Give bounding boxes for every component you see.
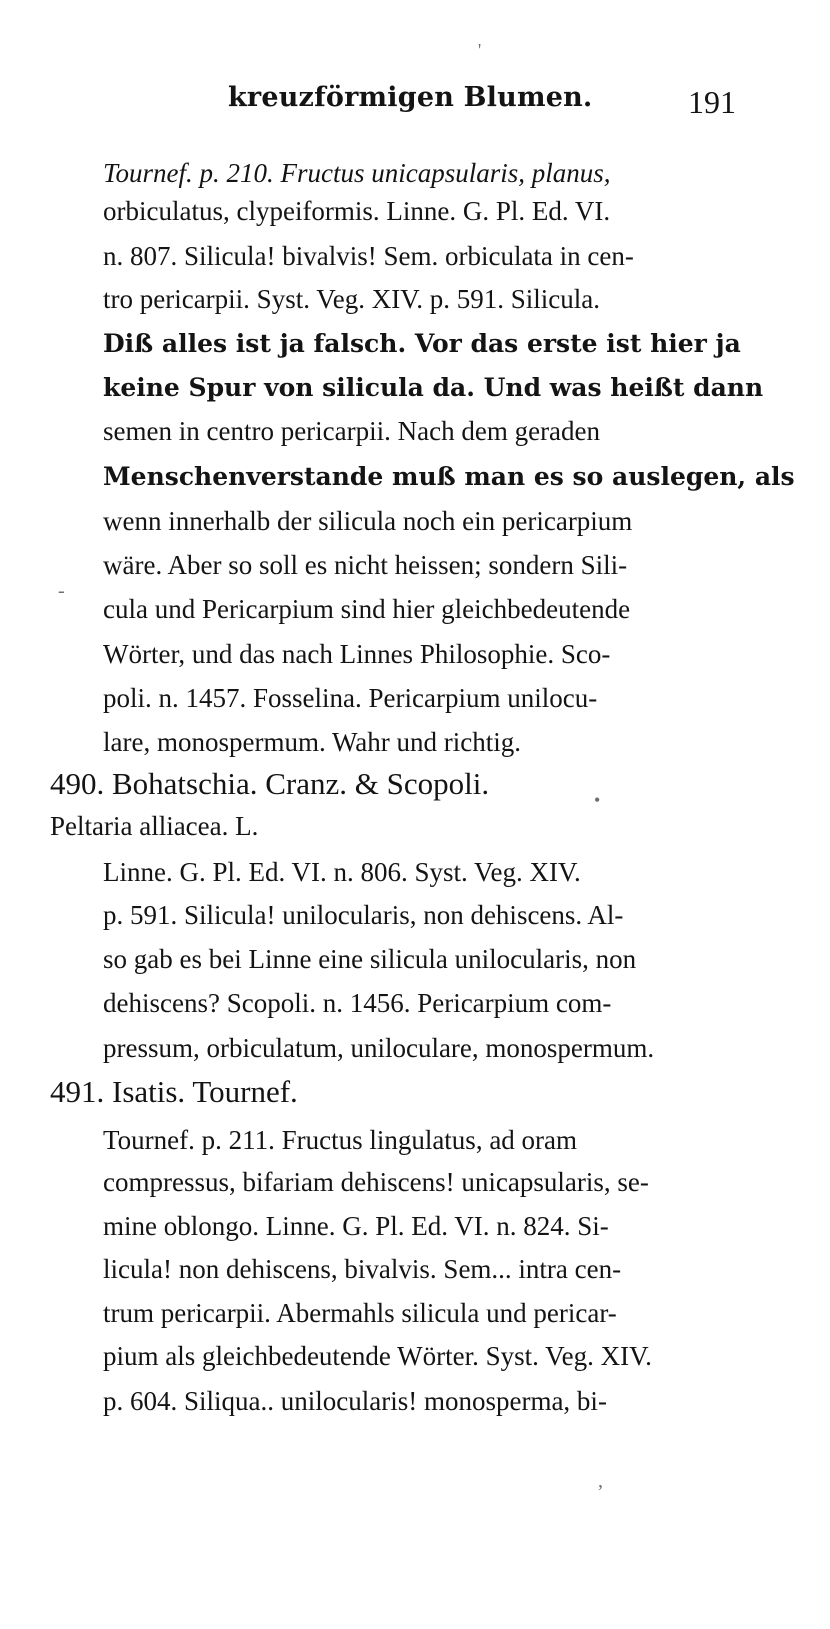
- ink-speck: ': [478, 40, 482, 60]
- text-line-7: semen in centro pericarpii. Nach dem geraden: [103, 416, 601, 446]
- text-line-8: Menschenverstande muß man es so auslegen, als: [103, 462, 795, 491]
- text-line-25: mine oblongo. Linne. G. Pl. Ed. VI. n. 824. Si-: [103, 1211, 609, 1241]
- text-line-11: cula und Pericarpium sind hier gleichbedeutende: [103, 594, 631, 624]
- text-line-24: compressus, bifariam dehiscens! unicapsularis, se-: [103, 1167, 649, 1197]
- text-line-5: Diß alles ist ja falsch. Vor das erste ist hier ja: [103, 329, 741, 358]
- text-line-20: dehiscens? Scopoli. n. 1456. Pericarpium com-: [103, 988, 612, 1018]
- text-line-27: trum pericarpii. Abermahls silicula und pericar-: [103, 1298, 617, 1328]
- page-number: 191: [688, 84, 736, 120]
- text-line-18: p. 591. Silicula! unilocularis, non dehiscens. Al-: [103, 900, 624, 930]
- entry-heading-491: 491. Isatis. Tournef.: [50, 1074, 298, 1109]
- text-line-13: poli. n. 1457. Fosselina. Pericarpium unilocu-: [103, 683, 598, 713]
- text-line-1: Tournef. p. 210. Fructus unicapsularis, planus,: [103, 158, 611, 188]
- text-line-29: p. 604. Siliqua.. unilocularis! monosperma, bi-: [103, 1386, 607, 1416]
- text-line-14: lare, monospermum. Wahr und richtig.: [103, 727, 521, 757]
- text-line-3: n. 807. Silicula! bivalvis! Sem. orbiculata in cen-: [103, 241, 634, 271]
- running-head: kreuzförmigen Blumen.: [228, 82, 593, 113]
- ink-speck: -: [58, 580, 65, 602]
- text-line-23: Tournef. p. 211. Fructus lingulatus, ad oram: [103, 1125, 578, 1155]
- ink-speck: ,: [598, 1470, 603, 1492]
- text-line-26: licula! non dehiscens, bivalvis. Sem... intra cen-: [103, 1254, 622, 1284]
- text-line-21: pressum, orbiculatum, uniloculare, monospermum.: [103, 1033, 655, 1063]
- ink-speck: •: [594, 790, 601, 810]
- entry-heading-490: 490. Bohatschia. Cranz. & Scopoli.: [50, 766, 490, 801]
- text-line-10: wäre. Aber so soll es nicht heissen; sondern Sili-: [103, 550, 628, 580]
- text-line-28: pium als gleichbedeutende Wörter. Syst. Veg. XIV.: [103, 1341, 652, 1371]
- text-line-4: tro pericarpii. Syst. Veg. XIV. p. 591. Silicula.: [103, 284, 600, 314]
- text-line-2: orbiculatus, clypeiformis. Linne. G. Pl. Ed. VI.: [103, 196, 611, 226]
- text-line-19: so gab es bei Linne eine silicula unilocularis, non: [103, 944, 637, 974]
- text-line-12: Wörter, und das nach Linnes Philosophie. Sco-: [103, 639, 611, 669]
- text-line-9: wenn innerhalb der silicula noch ein pericarpium: [103, 506, 633, 536]
- text-line-17: Linne. G. Pl. Ed. VI. n. 806. Syst. Veg. XIV.: [103, 857, 581, 887]
- synonym-line-490: Peltaria alliacea. L.: [50, 811, 259, 841]
- page-header: [0, 82, 830, 132]
- text-line-6: keine Spur von silicula da. Und was heißt dann: [103, 373, 764, 402]
